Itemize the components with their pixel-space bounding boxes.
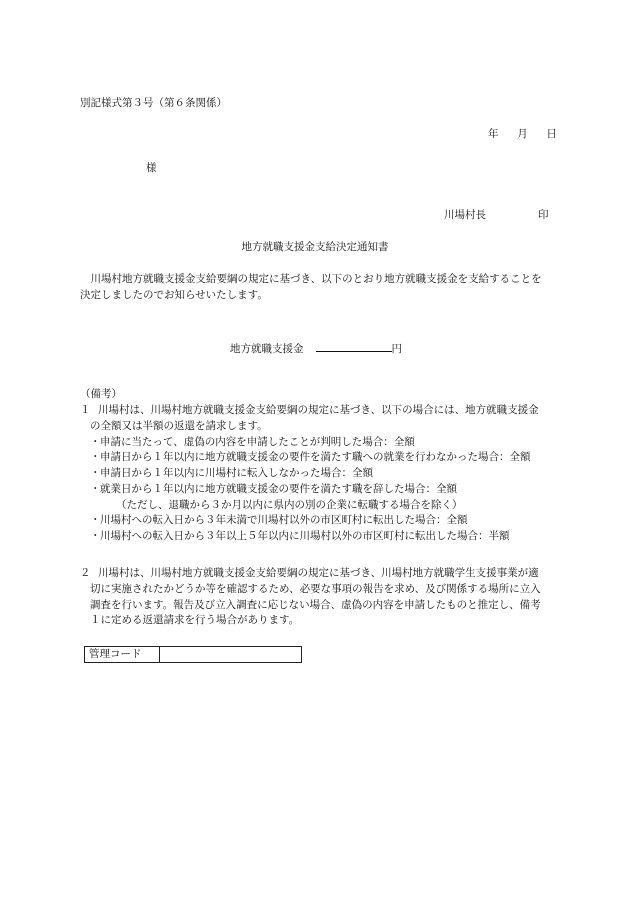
remark-2-text-line4: １に定める返還請求を行う場合があります。 (90, 614, 300, 627)
amount-unit: 円 (391, 343, 402, 355)
remark-item-1 (80, 403, 552, 545)
remark-1-text-line2: の全額又は半額の返還を請求します。 (90, 419, 268, 432)
case-text: 申請日から１年以内に川場村に転入しなかった場合：全額 (100, 467, 373, 479)
seal-mark: 印 (538, 209, 549, 221)
remark-2-text-line1: 川場村は、川場村地方就職支援金支給要綱の規定に基づき、川場村地方就職学生支援事業が適 (98, 567, 539, 579)
bullet-icon: ・ (90, 451, 101, 464)
bullet-icon: ・ (90, 530, 101, 542)
remark-2-text-line2: 切に実施されたかどうか等を確認するため、必要な事項の報告を求め、及び関係する場所に立入 (90, 582, 541, 595)
amount-blank (316, 340, 392, 352)
remark-1-number: １ (80, 404, 91, 416)
case-text: 申請日から１年以内に地方就職支援金の要件を満たす職への就業を行わなかった場合：全額 (100, 451, 531, 464)
bullet-icon: ・ (90, 435, 101, 448)
list-item (90, 529, 552, 545)
list-item (90, 513, 552, 529)
date-line (488, 127, 557, 143)
list-item (90, 450, 552, 466)
remark-2-line1 (80, 566, 552, 582)
management-code-box (84, 646, 302, 663)
amount-label: 地方就職支援金 (230, 343, 304, 355)
list-item (90, 435, 552, 451)
list-item (90, 466, 552, 482)
date-year: 年 (488, 128, 499, 140)
remark-1-line1 (80, 403, 552, 419)
list-item (90, 482, 552, 514)
case-text: 就業日から１年以内に地方就職支援金の要件を満たす職を辞した場合：全額 (100, 482, 457, 495)
remark-item-2 (80, 566, 552, 629)
bullet-icon: ・ (90, 514, 101, 527)
document-title: 地方就職支援金支給決定通知書 (241, 241, 389, 253)
date-month: 月 (517, 128, 528, 140)
remark-2-number: ２ (80, 567, 91, 579)
management-code-label: 管理コード (85, 647, 160, 662)
remark-1-cases (80, 435, 552, 545)
date-day: 日 (546, 128, 557, 140)
amount-line (230, 340, 402, 358)
sender-name: 川場村長 (444, 209, 486, 221)
case-note: （ただし、退職から３か月以内に県内の別の企業に転職する場合を除く） (116, 498, 463, 511)
bullet-icon: ・ (90, 482, 101, 495)
main-text: 川場村地方就職支援金支給要綱の規定に基づき、以下のとおり地方就職支援金を支給することを決定しましたのでお知らせいたします。 (80, 273, 542, 301)
remark-1-text-line1: 川場村は、川場村地方就職支援金支給要綱の規定に基づき、以下の場合には、地方就職支援金 (98, 404, 539, 416)
case-text: 申請に当たって、虚偽の内容を申請したことが判明した場合：全額 (100, 435, 415, 448)
management-code-field[interactable] (160, 647, 301, 662)
case-text: 川場村への転入日から３年以上５年以内に川場村以外の市区町村に転出した場合：半額 (100, 530, 510, 542)
form-number: 別記様式第３号（第６条関係） (80, 97, 227, 109)
remark-2-text-line3: 調査を行います。報告及び立入調査に応じない場合、虚偽の内容を申請したものと推定し、備考 (90, 598, 541, 611)
bullet-icon: ・ (90, 467, 101, 479)
sender (444, 208, 549, 224)
case-text: 川場村への転入日から３年未満で川場村以外の市区町村に転出した場合：全額 (100, 514, 468, 527)
recipient: 様 (146, 162, 157, 174)
remarks-heading: （備考） (80, 388, 122, 400)
